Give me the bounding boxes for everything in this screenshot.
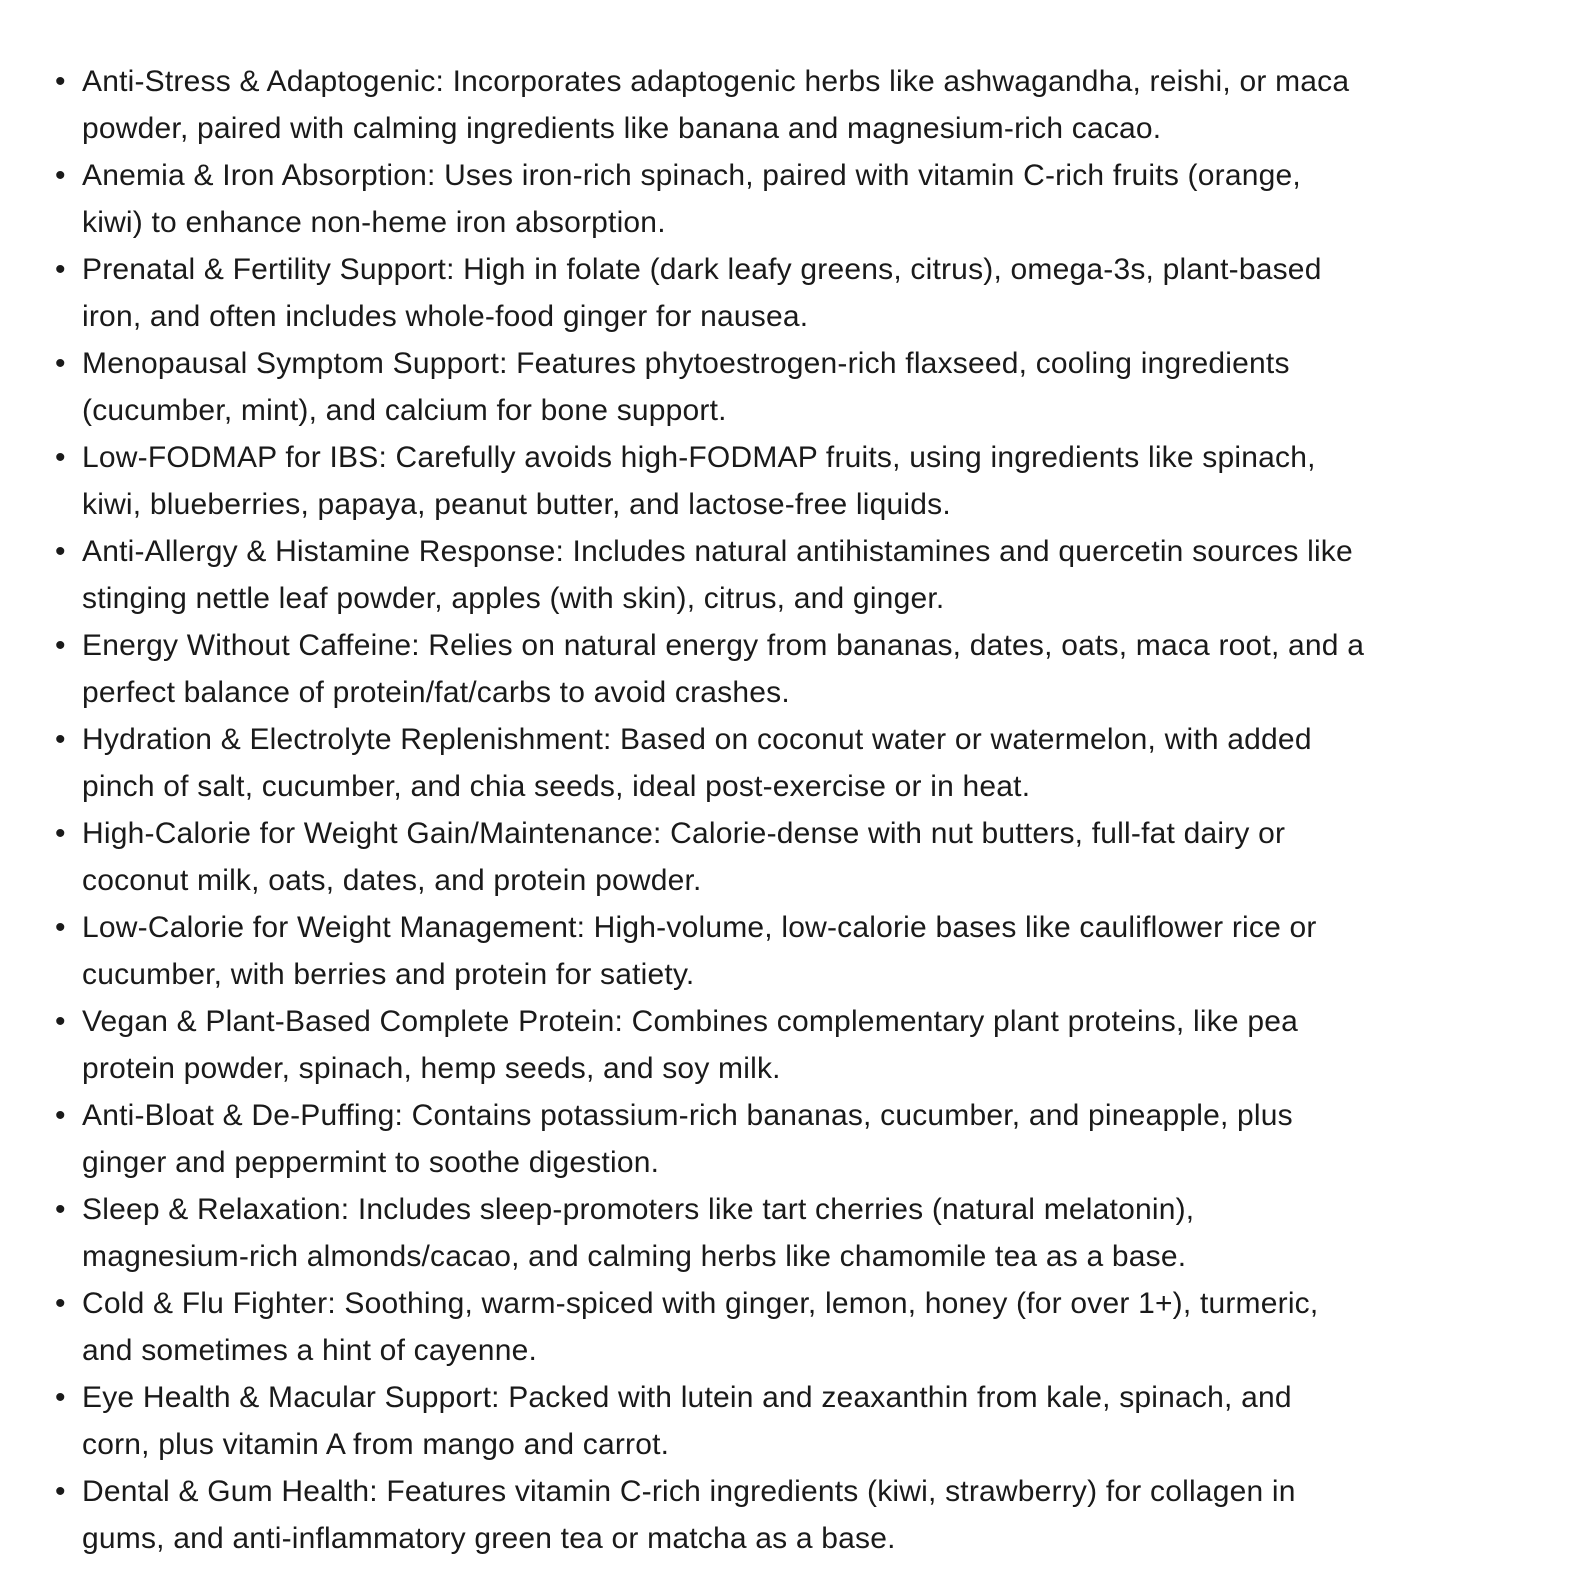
bullet-icon: •	[55, 1099, 66, 1132]
list-item	[55, 810, 1548, 904]
list-item-line-2: powder, paired with calming ingredients like banana and magnesium-rich cacao.	[82, 112, 1162, 145]
list-item	[55, 1374, 1548, 1468]
bullet-icon: •	[55, 1381, 66, 1414]
list-item-line-1: Anti-Stress & Adaptogenic: Incorporates adaptogenic herbs like ashwagandha, reishi, or maca	[82, 65, 1350, 98]
list-item	[55, 58, 1548, 152]
list-item-line-1: Anti-Bloat & De-Puffing: Contains potassium-rich bananas, cucumber, and pineapple, plus	[82, 1099, 1293, 1132]
list-item-line-2: kiwi) to enhance non-heme iron absorption.	[82, 206, 666, 239]
list-item	[55, 1468, 1548, 1562]
list-item-line-2: pinch of salt, cucumber, and chia seeds, ideal post-exercise or in heat.	[82, 770, 1031, 803]
list-item-text	[82, 1374, 1548, 1468]
list-item	[55, 528, 1548, 622]
list-item-text	[82, 622, 1548, 716]
list-item-line-2: stinging nettle leaf powder, apples (with skin), citrus, and ginger.	[82, 582, 945, 615]
list-item-line-2: gums, and anti-inflammatory green tea or matcha as a base.	[82, 1522, 896, 1555]
list-item-text	[82, 1280, 1548, 1374]
bullet-icon: •	[55, 347, 66, 380]
list-item	[55, 340, 1548, 434]
list-item	[55, 246, 1548, 340]
list-item-line-1: Vegan & Plant-Based Complete Protein: Combines complementary plant proteins, like pea	[82, 1005, 1298, 1038]
list-item-line-2: iron, and often includes whole-food ginger for nausea.	[82, 300, 809, 333]
bullet-icon: •	[55, 535, 66, 568]
bullet-icon: •	[55, 723, 66, 756]
list-item-text	[82, 998, 1548, 1092]
list-item-text	[82, 58, 1548, 152]
list-item-line-2: cucumber, with berries and protein for satiety.	[82, 958, 695, 991]
list-item-text	[82, 528, 1548, 622]
list-item-text	[82, 152, 1548, 246]
list-item-text	[82, 716, 1548, 810]
list-item-line-1: High-Calorie for Weight Gain/Maintenance: Calorie-dense with nut butters, full-fat dairy or	[82, 817, 1286, 850]
bullet-icon: •	[55, 253, 66, 286]
list-item-line-2: kiwi, blueberries, papaya, peanut butter, and lactose-free liquids.	[82, 488, 951, 521]
list-item-text	[82, 1186, 1548, 1280]
bullet-list	[55, 58, 1548, 1562]
list-item-line-1: Low-FODMAP for IBS: Carefully avoids high-FODMAP fruits, using ingredients like spinach,	[82, 441, 1316, 474]
list-item-text	[82, 1468, 1548, 1562]
list-item-line-1: Cold & Flu Fighter: Soothing, warm-spiced with ginger, lemon, honey (for over 1+), turmeric,	[82, 1287, 1319, 1320]
list-item-line-1: Prenatal & Fertility Support: High in folate (dark leafy greens, citrus), omega-3s, plant-based	[82, 253, 1322, 286]
list-item-text	[82, 246, 1548, 340]
list-item-line-1: Sleep & Relaxation: Includes sleep-promoters like tart cherries (natural melatonin),	[82, 1193, 1195, 1226]
bullet-icon: •	[55, 911, 66, 944]
list-item-line-1: Anti-Allergy & Histamine Response: Includes natural antihistamines and quercetin sources like	[82, 535, 1353, 568]
list-item-line-1: Anemia & Iron Absorption: Uses iron-rich spinach, paired with vitamin C-rich fruits (orange,	[82, 159, 1301, 192]
list-item-line-2: and sometimes a hint of cayenne.	[82, 1334, 537, 1367]
list-item-line-1: Low-Calorie for Weight Management: High-volume, low-calorie bases like cauliflower rice or	[82, 911, 1317, 944]
list-item-line-1: Dental & Gum Health: Features vitamin C-rich ingredients (kiwi, strawberry) for collagen in	[82, 1475, 1296, 1508]
bullet-icon: •	[55, 629, 66, 662]
bullet-icon: •	[55, 65, 66, 98]
list-item	[55, 1186, 1548, 1280]
bullet-icon: •	[55, 1475, 66, 1508]
list-item	[55, 622, 1548, 716]
list-item-text	[82, 1092, 1548, 1186]
list-item	[55, 1092, 1548, 1186]
bullet-icon: •	[55, 1005, 66, 1038]
list-item	[55, 904, 1548, 998]
list-item-line-1: Hydration & Electrolyte Replenishment: Based on coconut water or watermelon, with added	[82, 723, 1312, 756]
list-item	[55, 152, 1548, 246]
list-item	[55, 716, 1548, 810]
list-item-line-2: perfect balance of protein/fat/carbs to avoid crashes.	[82, 676, 790, 709]
list-item-text	[82, 434, 1548, 528]
list-item-text	[82, 904, 1548, 998]
bullet-icon: •	[55, 159, 66, 192]
list-item-line-1: Menopausal Symptom Support: Features phytoestrogen-rich flaxseed, cooling ingredients	[82, 347, 1290, 380]
list-item-line-2: coconut milk, oats, dates, and protein powder.	[82, 864, 702, 897]
list-item-line-2: magnesium-rich almonds/cacao, and calming herbs like chamomile tea as a base.	[82, 1240, 1187, 1273]
list-item-line-2: (cucumber, mint), and calcium for bone support.	[82, 394, 727, 427]
list-item-line-2: protein powder, spinach, hemp seeds, and soy milk.	[82, 1052, 781, 1085]
list-item	[55, 434, 1548, 528]
bullet-icon: •	[55, 1193, 66, 1226]
bullet-icon: •	[55, 817, 66, 850]
list-item-line-1: Eye Health & Macular Support: Packed with lutein and zeaxanthin from kale, spinach, and	[82, 1381, 1292, 1414]
list-item	[55, 1280, 1548, 1374]
bullet-icon: •	[55, 441, 66, 474]
list-item-line-2: ginger and peppermint to soothe digestion.	[82, 1146, 660, 1179]
list-item-line-2: corn, plus vitamin A from mango and carrot.	[82, 1428, 670, 1461]
list-item-text	[82, 810, 1548, 904]
list-item	[55, 998, 1548, 1092]
list-item-line-1: Energy Without Caffeine: Relies on natural energy from bananas, dates, oats, maca root, and a	[82, 629, 1365, 662]
list-item-text	[82, 340, 1548, 434]
bullet-icon: •	[55, 1287, 66, 1320]
